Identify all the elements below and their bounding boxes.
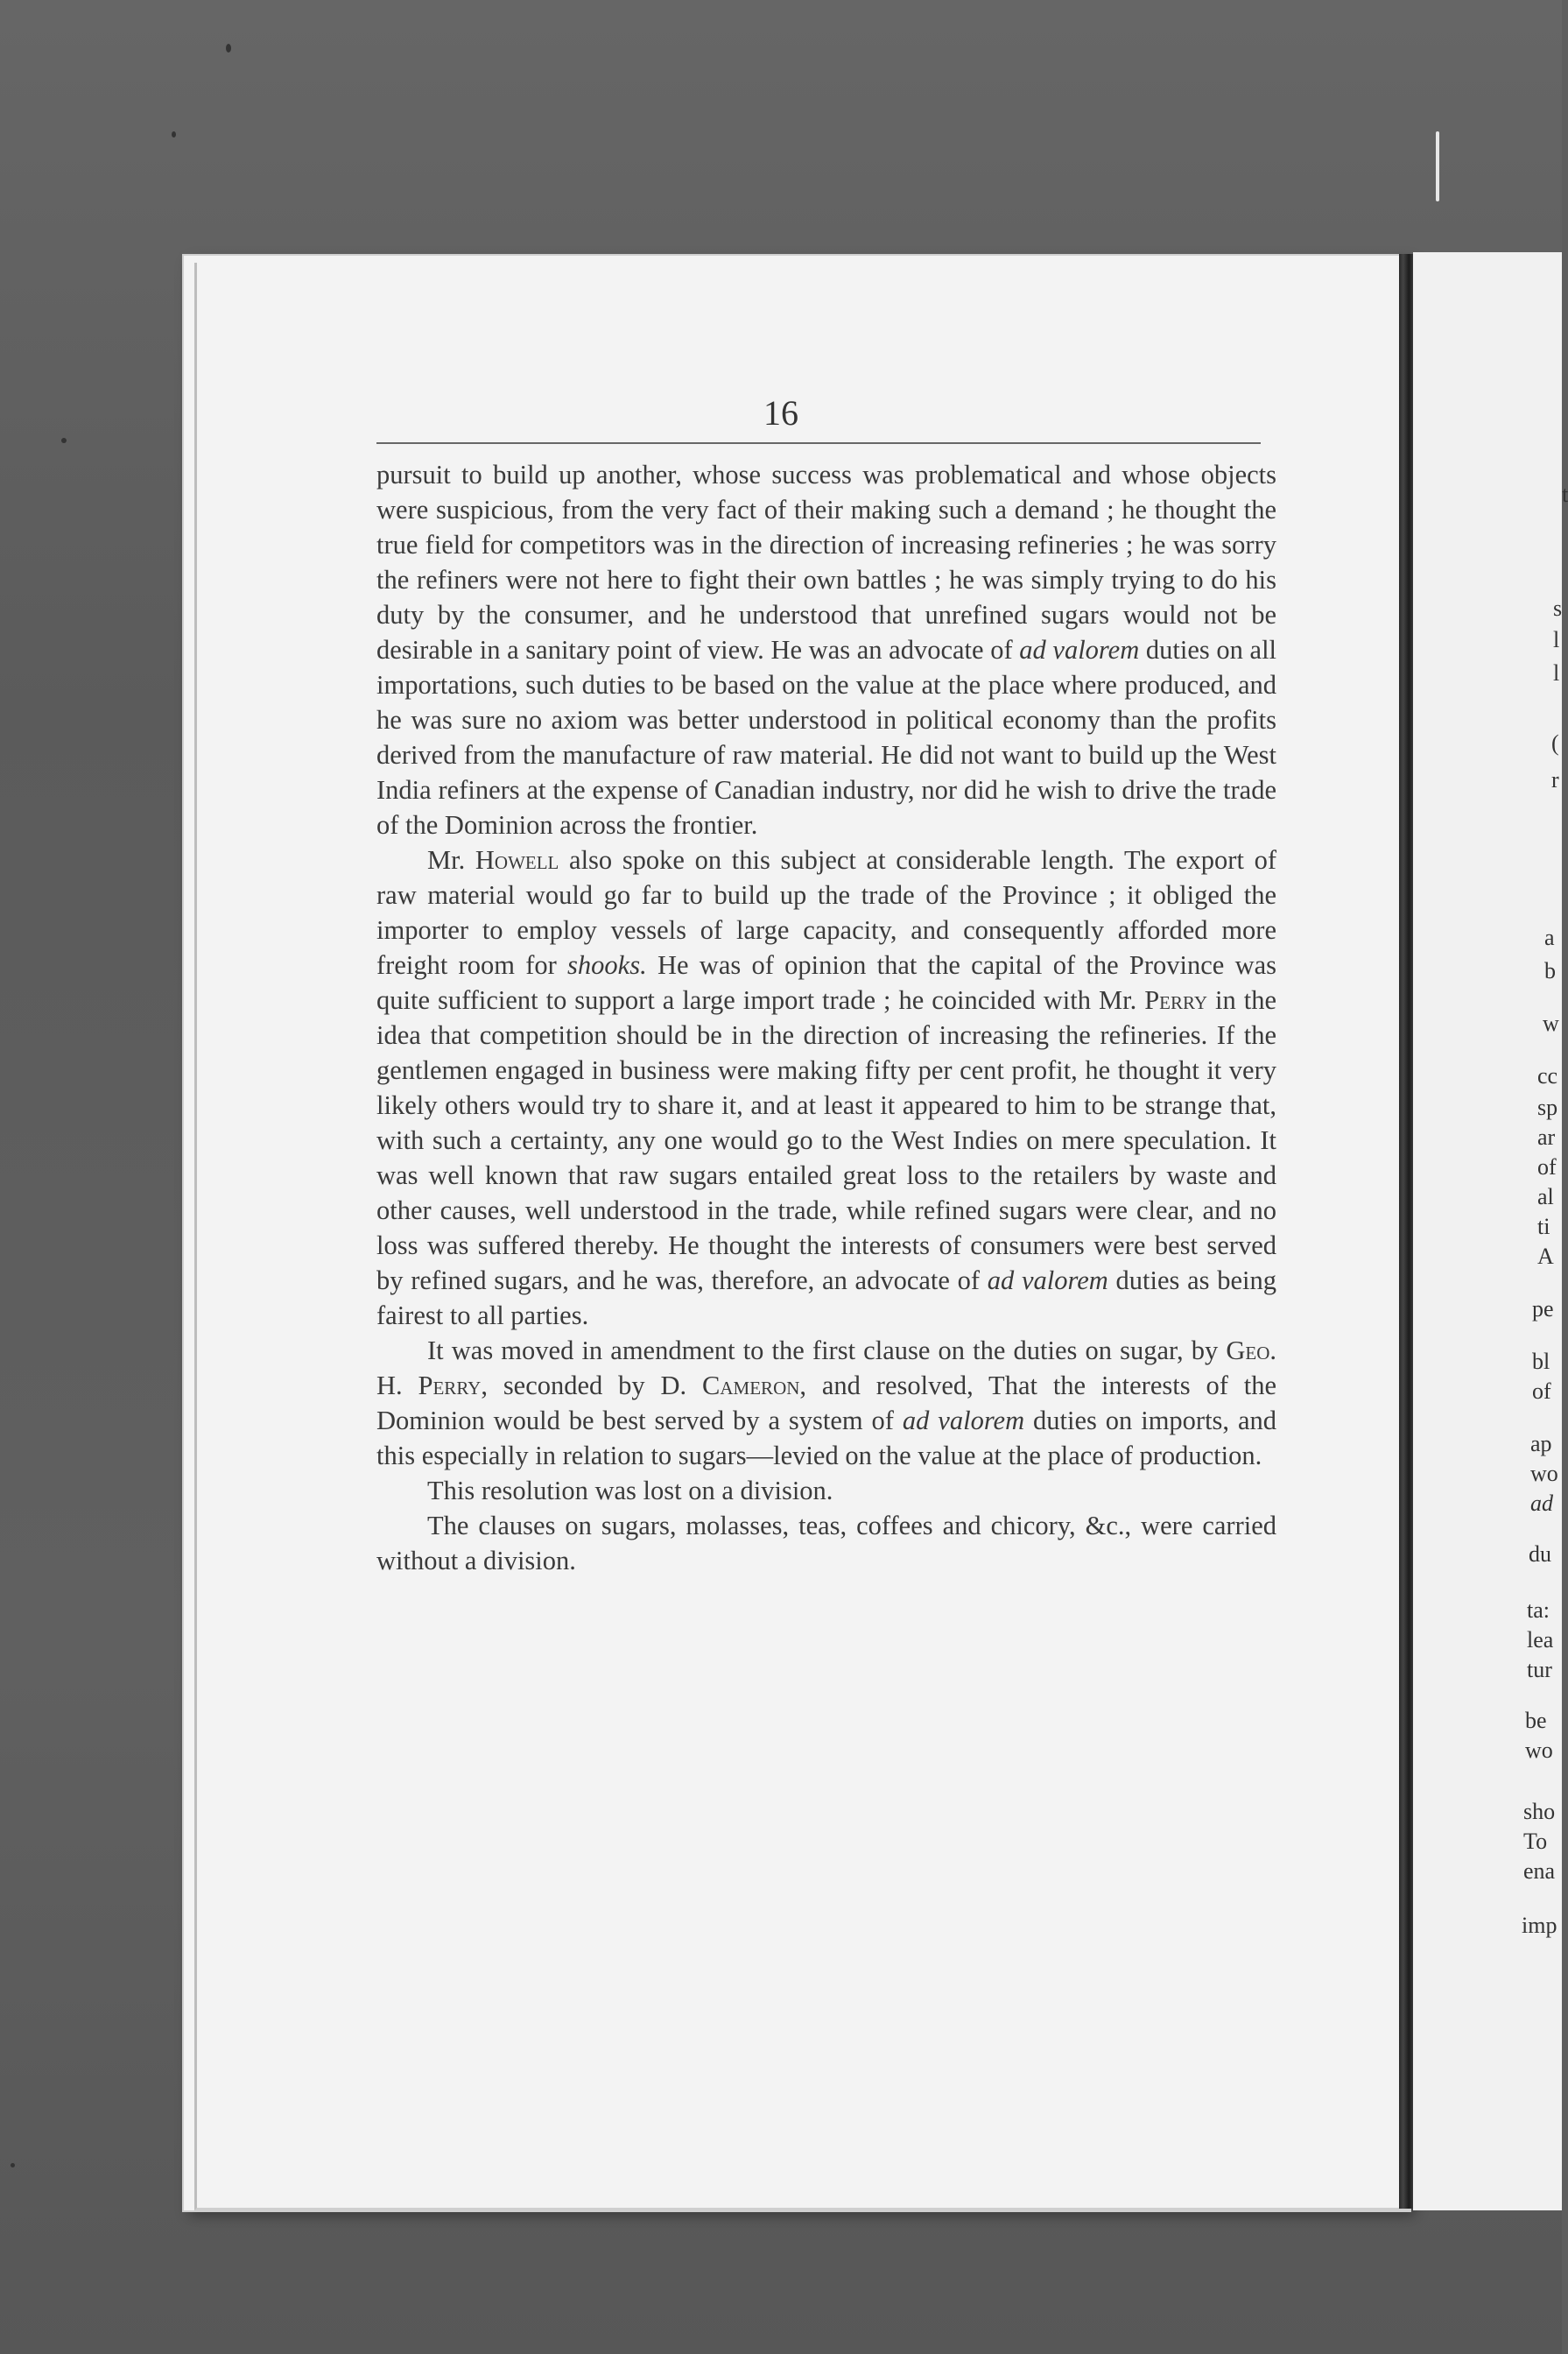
- facing-fragment: bl: [1532, 1349, 1550, 1374]
- facing-fragment: ad: [1530, 1491, 1553, 1516]
- text-run: duties on imports, and this especially in relation to sugars—levied on the value at the place of production.: [376, 1406, 1277, 1470]
- text-run: Mr.: [427, 845, 475, 875]
- header-rule: [376, 442, 1261, 444]
- paragraph: [376, 457, 1276, 842]
- scan-speck: [61, 438, 67, 443]
- facing-fragment: be: [1525, 1708, 1547, 1733]
- facing-fragment: r: [1551, 767, 1559, 793]
- paragraph: [376, 1473, 1276, 1508]
- paragraph: [376, 842, 1276, 1333]
- facing-fragment: of: [1532, 1378, 1551, 1404]
- facing-fragment: cc: [1537, 1063, 1558, 1089]
- facing-fragment: ena: [1523, 1858, 1556, 1884]
- text-run: in the idea that competition should be in the direction of increasing the refineries. If the gentlemen engaged in business were making fifty per cent profit, he thought it very likely others would try to share it, and at least it appeared to him to be strange that, with such a certainty, any one would go to the West Indies on mere speculation. It was well known that raw sugars entailed great loss to the retailers by waste and other causes, well understood in the trade, while refined sugars were clear, and no loss was suffered thereby. He thought the interests of consumers were best served by refined sugars, and he was, therefore, an advocate of: [376, 985, 1276, 1295]
- italic-run: ad valorem: [987, 1265, 1108, 1295]
- facing-fragment: al: [1537, 1184, 1554, 1209]
- facing-fragment: pe: [1532, 1296, 1554, 1321]
- italic-run: ad valorem: [1019, 635, 1140, 665]
- scan-speck: [226, 44, 231, 53]
- facing-fragment: (: [1551, 730, 1559, 756]
- small-caps-run: Cameron: [702, 1371, 800, 1400]
- text-run: pursuit to build up another, whose success was problematical and whose objects were suspicious, from the very fact of their making such a demand ; he thought the true field for competitors was in the direction of increasing refineries ; he was sorry the refiners were not here to fight their own battles ; he was simply trying to do his duty by the consumer, and he understood that unrefined sugars would not be desirable in a sanitary point of view. He was an advocate of: [376, 460, 1276, 665]
- facing-fragment: imp: [1522, 1913, 1557, 1938]
- text-run: also spoke on this subject at considerable length. The export of raw material would go far to build up the trade of the Province ; it obliged the importer to employ vessels of large capacity, and consequently afforded more freight room for: [376, 845, 1276, 980]
- text-run: He was of opinion that the capital of the Province was quite sufficient to support a large import trade ; he coincided with Mr.: [376, 950, 1277, 1015]
- facing-fragment: sp: [1537, 1095, 1558, 1120]
- facing-fragment: tur: [1527, 1657, 1552, 1682]
- text-run: duties as being fairest to all parties.: [376, 1265, 1276, 1330]
- facing-fragment: To: [1523, 1829, 1548, 1854]
- facing-fragment: of: [1537, 1154, 1557, 1180]
- text-run: , and resolved, That the interests of the Dominion would be best served by a system of: [376, 1371, 1276, 1435]
- facing-fragment: ti: [1537, 1214, 1550, 1239]
- facing-fragment: lea: [1527, 1627, 1554, 1653]
- italic-run: ad valorem: [902, 1406, 1025, 1435]
- facing-fragment: sho: [1523, 1799, 1556, 1824]
- facing-fragment: a: [1544, 925, 1555, 950]
- facing-fragment: ar: [1537, 1124, 1556, 1150]
- text-run: duties on all importations, such duties to be based on the value at the place where produced, and he was sure no axiom was better understood in political economy than the profits derived from the manufacture of raw material. He did not want to build up the West India refiners at the expense of Canadian industry, nor did he wish to drive the trade of the Dominion across the frontier.: [376, 635, 1277, 840]
- scan-speck: [11, 2163, 15, 2167]
- facing-fragment: w: [1543, 1011, 1559, 1036]
- facing-fragment: ap: [1530, 1431, 1552, 1456]
- small-caps-run: Perry: [1144, 985, 1208, 1015]
- facing-fragment: ta:: [1527, 1597, 1550, 1623]
- facing-fragment: b: [1544, 958, 1556, 983]
- small-caps-run: Howell: [475, 845, 559, 875]
- facing-fragment: wo: [1530, 1461, 1558, 1486]
- paragraph: [376, 1508, 1276, 1578]
- body-text: [376, 457, 1276, 1578]
- facing-fragment: l: [1553, 660, 1560, 686]
- text-run: This resolution was lost on a division.: [427, 1476, 833, 1505]
- book-gutter: [1399, 254, 1413, 2209]
- italic-run: shooks.: [567, 950, 647, 980]
- scan-speck: [172, 131, 176, 137]
- facing-fragment: s: [1553, 596, 1563, 621]
- text-run: It was moved in amendment to the first clause on the duties on sugar, by: [427, 1336, 1227, 1365]
- facing-page-edge: [1413, 252, 1568, 2210]
- small-caps-run: Geo. H. Perry: [376, 1336, 1276, 1400]
- facing-fragment: t: [1562, 482, 1568, 507]
- facing-fragment: l: [1553, 627, 1560, 652]
- text-run: , seconded by D.: [481, 1371, 703, 1400]
- facing-fragment: A: [1537, 1244, 1554, 1269]
- facing-fragment: du: [1529, 1541, 1551, 1567]
- scan-speck: [1436, 131, 1439, 201]
- page-number: 16: [763, 393, 798, 433]
- text-run: The clauses on sugars, molasses, teas, coffees and chicory, &c., were carried without a division.: [376, 1511, 1276, 1575]
- paragraph: [376, 1333, 1276, 1473]
- facing-fragment: wo: [1525, 1737, 1553, 1763]
